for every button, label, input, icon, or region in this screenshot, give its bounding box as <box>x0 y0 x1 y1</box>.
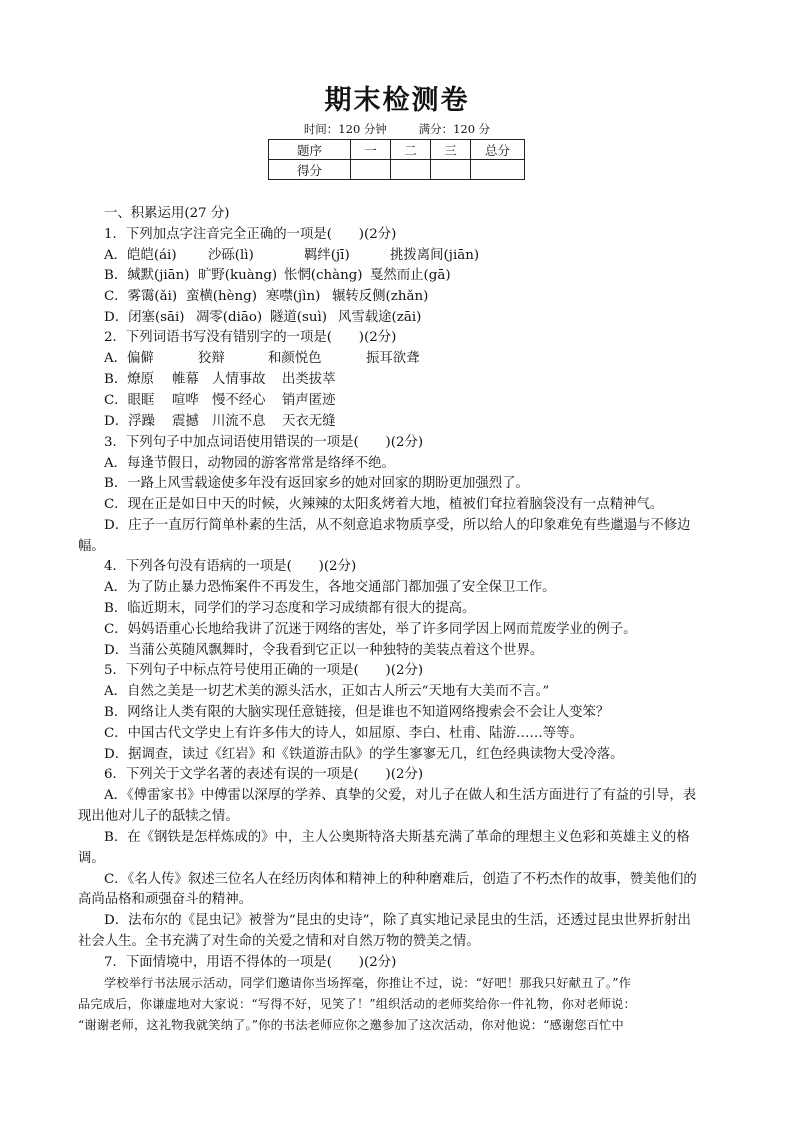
option-line: A．每逢节假日，动物园的游客常常是络绎不绝。 <box>104 456 395 471</box>
option-line: 幅。 <box>78 539 105 554</box>
option-line: 社会人生。全书充满了对生命的关爱之情和对自然万物的赞美之情。 <box>78 934 480 949</box>
option-item: 凋零(diāo) <box>196 310 263 325</box>
option-item: 振耳欲聋 <box>366 351 420 366</box>
option-line: 现出他对儿子的舐犊之情。 <box>78 809 239 824</box>
question-stem: 3．下列句子中加点词语使用错误的一项是( )(2分) <box>104 435 424 450</box>
score-cell: 总分 <box>471 140 525 160</box>
option-item: 人情事故 <box>212 372 266 387</box>
option-line: C．现在正是如日中天的时候，火辣辣的太阳炙烤着大地，植被们耷拉着脑袋没有一点精神气。 <box>104 497 664 512</box>
option-item: 沙砾(lì) <box>208 248 254 263</box>
option-line: A．自然之美是一切艺术美的源头活水，正如古人所云“天地有大美而不言。” <box>104 684 550 699</box>
option-item: 狡辩 <box>198 351 225 366</box>
question-stem: 6．下列关于文学名著的表述有误的一项是( )(2分) <box>104 767 424 782</box>
option-line: 高尚品格和顽强奋斗的精神。 <box>78 892 253 907</box>
option-item: 隧道(suì) <box>270 310 328 325</box>
score-table <box>268 139 525 180</box>
score-table-header-row <box>269 140 525 160</box>
option-line: D．据调查，读过《红岩》和《铁道游击队》的学生寥寥无几，红色经典读物大受冷落。 <box>104 747 624 762</box>
option-item: C．雾霭(ǎi) <box>104 289 178 304</box>
option-line: D．庄子一直厉行简单朴素的生活，从不刻意追求物质享受，所以给人的印象难免有些邋遢与不修边 <box>104 518 691 533</box>
score-table-score-row <box>269 160 525 180</box>
option-line: A．为了防止暴力恐怖案件不再发生，各地交通部门都加强了安全保卫工作。 <box>104 580 556 595</box>
section-heading: 一、积累运用(27 分) <box>104 206 230 221</box>
question-stem: 7．下面情境中，用语不得体的一项是( )(2分) <box>104 955 397 970</box>
option-item: 戛然而止(gā) <box>370 268 451 283</box>
option-line: A．《傅雷家书》中傅雷以深厚的学养、真挚的父爱，对儿子在做人和生活方面进行了有益的引导，表 <box>104 788 697 803</box>
option-item: 旷野(kuàng) <box>198 268 278 283</box>
score-input-cell[interactable] <box>431 160 471 180</box>
question-stem: 5．下列句子中标点符号使用正确的一项是( )(2分) <box>104 663 424 678</box>
option-item: 风雪载途(zāi) <box>338 310 422 325</box>
question-stem: 4．下列各句没有语病的一项是( )(2分) <box>104 559 357 574</box>
option-line: B．临近期末，同学们的学习态度和学习成绩都有很大的提高。 <box>104 601 476 616</box>
option-item: 天衣无缝 <box>282 414 336 429</box>
option-item: D．闭塞(sāi) <box>104 310 185 325</box>
score-cell: 一 <box>351 140 391 160</box>
full-score: 满分：120 分 <box>418 122 491 136</box>
option-item: B．缄默(jiān) <box>104 268 190 283</box>
option-line: 调。 <box>78 851 105 866</box>
option-item: 出类拔萃 <box>282 372 336 387</box>
option-line: B．在《钢铁是怎样炼成的》中，主人公奥斯特洛夫斯基充满了革命的理想主义色彩和英雄主义的格 <box>104 830 690 845</box>
option-item: 震撼 <box>172 414 199 429</box>
option-item: 帷幕 <box>172 372 199 387</box>
score-cell: 得分 <box>269 160 351 180</box>
option-item: 和颜悦色 <box>268 351 322 366</box>
option-line: D．法布尔的《昆虫记》被誉为“昆虫的史诗”，除了真实地记录昆虫的生活，还透过昆虫世界折射出 <box>104 913 691 928</box>
option-item: A．偏僻 <box>104 351 154 366</box>
option-item: C．眼眶 <box>104 393 155 408</box>
score-cell: 题序 <box>269 140 351 160</box>
question-stem: 1．下列加点字注音完全正确的一项是( )(2分) <box>104 227 397 242</box>
option-item: 慢不经心 <box>212 393 266 408</box>
option-line: C．《名人传》叙述三位名人在经历肉体和精神上的种种磨难后，创造了不朽杰作的故事，赞美他们的 <box>104 872 697 887</box>
score-input-cell[interactable] <box>471 160 525 180</box>
passage-line: 品完成后，你谦虚地对大家说：“写得不好，见笑了！”组织活动的老师奖给你一件礼物，你对老师说： <box>78 997 636 1011</box>
option-item: 蛮横(hèng) <box>186 289 257 304</box>
option-line: B．网络让人类有限的大脑实现任意链接，但是谁也不知道网络搜索会不会让人变笨？ <box>104 705 610 720</box>
time-limit: 时间：120 分钟 <box>303 122 387 136</box>
option-item: 川流不息 <box>212 414 266 429</box>
option-item: 挑拨离间(jiān) <box>390 248 480 263</box>
passage-line: “谢谢老师，这礼物我就笑纳了。”你的书法老师应你之邀参加了这次活动，你对他说：“感谢您百忙中 <box>78 1018 624 1032</box>
score-cell: 二 <box>391 140 431 160</box>
option-line: C．中国古代文学史上有许多伟大的诗人，如屈原、李白、杜甫、陆游……等等。 <box>104 726 583 741</box>
option-item: D．浮躁 <box>104 414 155 429</box>
exam-meta <box>0 121 794 137</box>
page-title: 期末检测卷 <box>324 85 470 116</box>
option-line: B．一路上风雪载途使多年没有返回家乡的她对回家的期盼更加强烈了。 <box>104 476 529 491</box>
option-item: 辗转反侧(zhǎn) <box>332 289 429 304</box>
option-item: 喧哗 <box>172 393 199 408</box>
option-item: 怅惘(chàng) <box>284 268 363 283</box>
passage-line: 学校举行书法展示活动，同学们邀请你当场挥毫，你推让不过，说：“好吧！那我只好献丑了。”作 <box>104 976 632 990</box>
question-stem: 2．下列词语书写没有错别字的一项是( )(2分) <box>104 330 397 345</box>
option-item: A．皑皑(ái) <box>104 248 177 263</box>
option-item: B．燎原 <box>104 372 155 387</box>
option-a <box>104 249 177 262</box>
option-line: D．当蒲公英随风飘舞时，令我看到它正以一种独特的美装点着这个世界。 <box>104 643 544 658</box>
score-input-cell[interactable] <box>351 160 391 180</box>
option-item: 寒噤(jìn) <box>266 289 321 304</box>
score-cell: 三 <box>431 140 471 160</box>
score-input-cell[interactable] <box>391 160 431 180</box>
option-item: 羁绊(jī) <box>304 248 350 263</box>
option-item: 销声匿迹 <box>282 393 336 408</box>
option-line: C．妈妈语重心长地给我讲了沉迷于网络的害处，举了许多同学因上网而荒废学业的例子。 <box>104 622 637 637</box>
